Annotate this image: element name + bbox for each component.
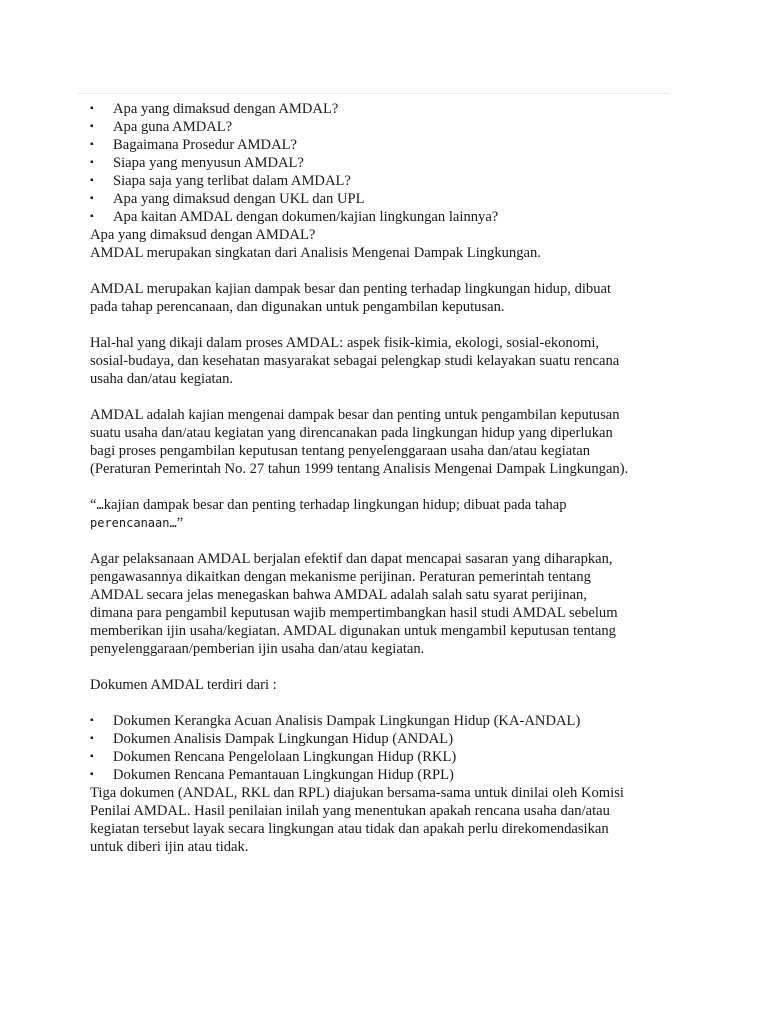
paragraph-definisi-pp: AMDAL adalah kajian mengenai dampak besar dan penting untuk pengambilan keputusan suatu usaha dan/atau kegiatan yang direncanakan pada lingkungan hidup yang diperlukan bagi proses pengambilan keputusan tentang penyelenggaraan usaha dan/atau kegiatan (Peraturan Pemerintah No. 27 tahun 1999 tentang Analisis Mengenai Dampak Lingkungan).	[90, 407, 629, 477]
list-item: ▪ Bagaimana Prosedur AMDAL?	[90, 137, 298, 153]
bullet-icon: ▪	[90, 751, 94, 762]
bullet-icon: ▪	[90, 193, 94, 204]
section-heading: Apa yang dimaksud dengan AMDAL?	[90, 227, 316, 243]
question-list	[90, 100, 670, 226]
definition-line: AMDAL merupakan singkatan dari Analisis Mengenai Dampak Lingkungan.	[90, 245, 541, 261]
bullet-icon: ▪	[90, 769, 94, 780]
bullet-icon: ▪	[90, 103, 94, 114]
document-body	[90, 100, 670, 856]
list-item: ▪ Apa yang dimaksud dengan UKL dan UPL	[90, 191, 365, 207]
bullet-icon: ▪	[90, 139, 94, 150]
bullet-icon: ▪	[90, 121, 94, 132]
list-item: ▪ Apa guna AMDAL?	[90, 119, 233, 135]
bullet-icon: ▪	[90, 715, 94, 726]
top-divider	[78, 93, 670, 94]
list-item: ▪ Siapa saja yang terlibat dalam AMDAL?	[90, 173, 351, 189]
quote-block: “…kajian dampak besar dan penting terhadap lingkungan hidup; dibuat pada tahap perencanaan…”	[90, 497, 567, 531]
bullet-icon: ▪	[90, 211, 94, 222]
paragraph-kajian: AMDAL merupakan kajian dampak besar dan penting terhadap lingkungan hidup, dibuat pada tahap perencanaan, dan digunakan untuk pengambilan keputusan.	[90, 281, 612, 315]
bullet-icon: ▪	[90, 157, 94, 168]
list-item: ▪ Dokumen Kerangka Acuan Analisis Dampak Lingkungan Hidup (KA-ANDAL)	[90, 713, 581, 729]
paragraph-penilaian: Tiga dokumen (ANDAL, RKL dan RPL) diajukan bersama-sama untuk dinilai oleh Komisi Penilai AMDAL. Hasil penilaian inilah yang menentukan apakah rencana usaha dan/atau kegiatan tersebut layak secara lingkungan atau tidak dan apakah perlu direkomendasikan untuk diberi ijin atau tidak.	[90, 785, 624, 855]
paragraph-perijinan: Agar pelaksanaan AMDAL berjalan efektif dan dapat mencapai sasaran yang diharapkan, pengawasannya dikaitkan dengan mekanisme perijinan. Peraturan pemerintah tentang AMDAL secara jelas menegaskan bahwa AMDAL adalah salah satu syarat perijinan, dimana para pengambil keputusan wajib mempertimbangkan hasil studi AMDAL sebelum memberikan ijin usaha/kegiatan. AMDAL digunakan untuk mengambil keputusan tentang penyelenggaraan/pemberian ijin usaha dan/atau kegiatan.	[90, 551, 618, 657]
bullet-icon: ▪	[90, 175, 94, 186]
list-item: ▪ Apa yang dimaksud dengan AMDAL?	[90, 101, 339, 117]
list-item: ▪ Dokumen Rencana Pemantauan Lingkungan Hidup (RPL)	[90, 767, 454, 783]
document-list	[90, 712, 670, 784]
list-item: ▪ Apa kaitan AMDAL dengan dokumen/kajian lingkungan lainnya?	[90, 209, 499, 225]
documents-heading: Dokumen AMDAL terdiri dari :	[90, 677, 277, 693]
list-item: ▪ Dokumen Analisis Dampak Lingkungan Hidup (ANDAL)	[90, 731, 454, 747]
bullet-icon: ▪	[90, 733, 94, 744]
list-item: ▪ Siapa yang menyusun AMDAL?	[90, 155, 304, 171]
list-item: ▪ Dokumen Rencana Pengelolaan Lingkungan Hidup (RKL)	[90, 749, 457, 765]
paragraph-hal-hal: Hal-hal yang dikaji dalam proses AMDAL: aspek fisik-kimia, ekologi, sosial-ekonomi, sosial-budaya, dan kesehatan masyarakat sebagai pelengkap studi kelayakan suatu rencana usaha dan/atau kegiatan.	[90, 335, 620, 387]
